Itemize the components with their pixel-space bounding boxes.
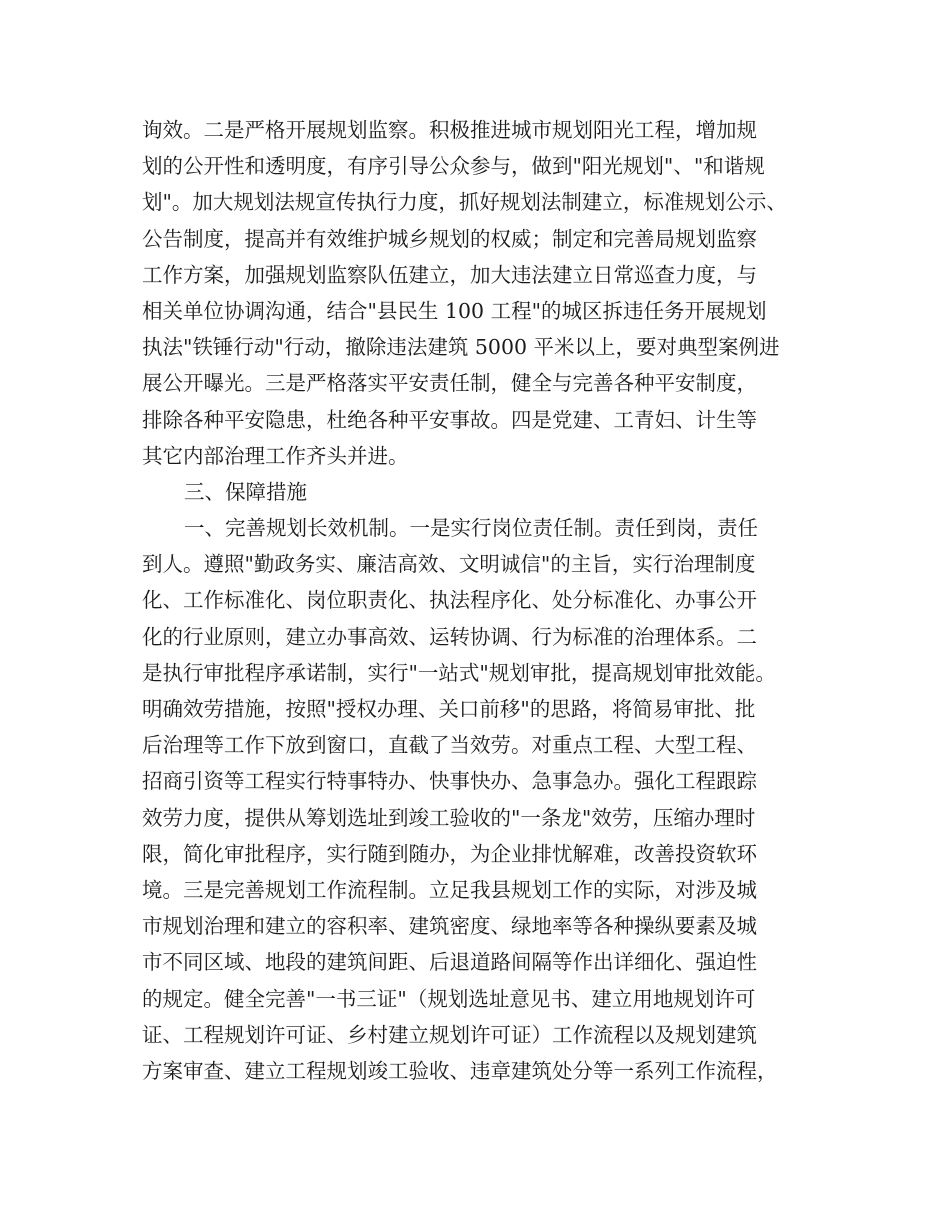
text-line: 效劳力度，提供从筹划选址到竣工验收的"一条龙"效劳，压缩办理时 bbox=[142, 805, 756, 830]
section-heading: 三、保障措施 bbox=[184, 479, 307, 504]
text-line: 公告制度，提高并有效维护城乡规划的权威；制定和完善局规划监察 bbox=[142, 226, 757, 251]
text-line: 招商引资等工程实行特事特办、快事快办、急事急办。强化工程跟踪 bbox=[142, 769, 757, 794]
text-line: 相关单位协调沟通，结合"县民生 100 工程"的城区拆违任务开展规划 bbox=[142, 298, 767, 323]
text-line: 市规划治理和建立的容积率、建筑密度、绿地率等各种操纵要素及城 bbox=[142, 914, 757, 939]
text-line: 划"。加大规划法规宣传执行力度，抓好规划法制建立，标准规划公示、 bbox=[142, 190, 787, 215]
text-line: 境。三是完善规划工作流程制。立足我县规划工作的实际，对涉及城 bbox=[142, 877, 757, 902]
text-line: 划的公开性和透明度，有序引导公众参与，做到"阳光规划"、"和谐规 bbox=[142, 154, 765, 179]
paragraph-start: 一、完善规划长效机制。一是实行岗位责任制。责任到岗，责任 bbox=[184, 516, 758, 541]
text-line: 排除各种平安隐患，杜绝各种平安事故。四是党建、工青妇、计生等 bbox=[142, 407, 757, 432]
text-line: 明确效劳措施，按照"授权办理、关口前移"的思路，将简易审批、批 bbox=[142, 697, 756, 721]
text-line: 限，简化审批程序，实行随到随办，为企业排忧解难，改善投资软环 bbox=[142, 841, 757, 866]
text-line: 其它内部治理工作齐头并进。 bbox=[142, 443, 409, 468]
text-line: 市不同区域、地段的建筑间距、后退道路间隔等作出详细化、强迫性 bbox=[142, 950, 757, 975]
text-line: 询效。二是严格开展规划监察。积极推进城市规划阳光工程，增加规 bbox=[142, 118, 757, 142]
document-body bbox=[142, 112, 842, 1089]
text-line: 化、工作标准化、岗位职责化、执法程序化、处分标准化、办事公开 bbox=[142, 588, 757, 613]
text-line: 证、工程规划许可证、乡村建立规划许可证）工作流程以及规划建筑 bbox=[142, 1022, 757, 1047]
text-line: 方案审查、建立工程规划竣工验收、违章建筑处分等一系列工作流程， bbox=[142, 1058, 778, 1083]
text-line: 后治理等工作下放到窗口，直截了当效劳。对重点工程、大型工程、 bbox=[142, 733, 757, 758]
text-line: 到人。遵照"勤政务实、廉洁高效、文明诚信"的主旨，实行治理制度 bbox=[142, 552, 756, 577]
text-line: 化的行业原则，建立办事高效、运转协调、行为标准的治理体系。二 bbox=[142, 624, 757, 649]
text-line: 展公开曝光。三是严格落实平安责任制，健全与完善各种平安制度， bbox=[142, 371, 757, 396]
text-line: 的规定。健全完善"一书三证"（规划选址意见书、建立用地规划许可 bbox=[142, 986, 756, 1011]
text-line: 执法"铁锤行动"行动，撤除违法建筑 5000 平米以上，要对典型案例进 bbox=[142, 335, 780, 360]
text-line: 是执行审批程序承诺制，实行"一站式"规划审批，提高规划审批效能。 bbox=[142, 660, 776, 685]
text-line: 工作方案，加强规划监察队伍建立，加大违法建立日常巡查力度，与 bbox=[142, 262, 757, 287]
